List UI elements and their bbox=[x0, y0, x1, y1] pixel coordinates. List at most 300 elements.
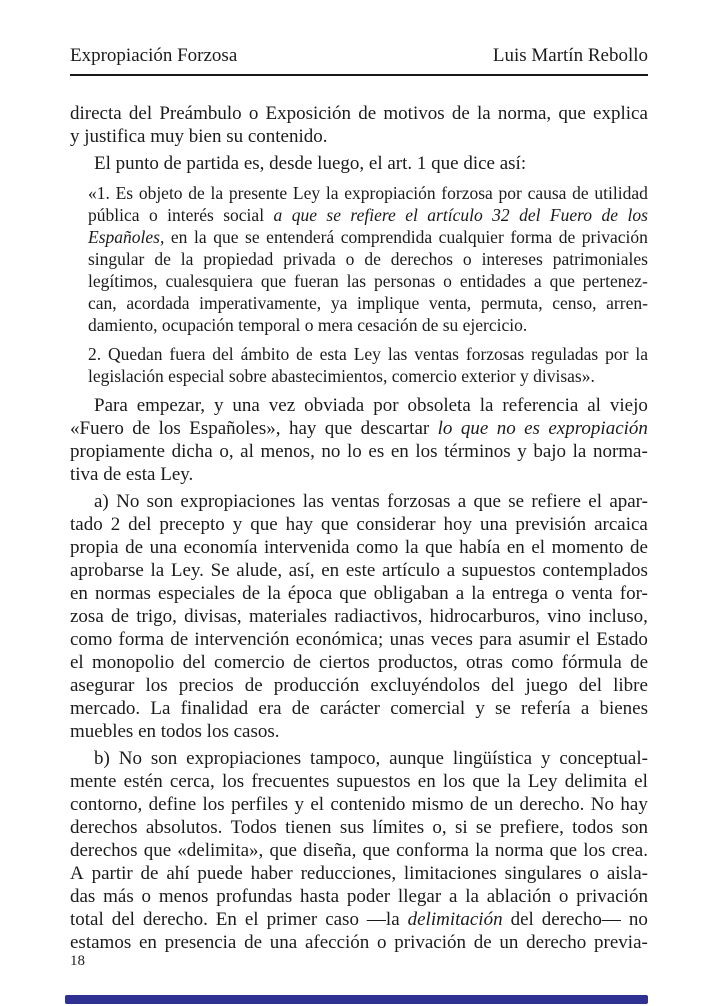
word: libre bbox=[613, 675, 648, 696]
word: Españoles, bbox=[88, 227, 165, 247]
text-line bbox=[70, 417, 648, 440]
word: que bbox=[291, 205, 317, 225]
word: entidades bbox=[459, 271, 526, 291]
text-line bbox=[70, 720, 648, 743]
text-run: tiva de esta Ley. bbox=[70, 464, 194, 485]
paragraph bbox=[70, 394, 648, 486]
word: obligaban bbox=[373, 583, 449, 604]
word: derecho— bbox=[541, 909, 621, 930]
word: fueran bbox=[294, 271, 339, 291]
word: implique bbox=[357, 293, 420, 313]
word: lingüística bbox=[452, 748, 533, 769]
word: precios bbox=[178, 675, 234, 696]
word: tienen bbox=[285, 817, 332, 838]
text-line bbox=[88, 270, 648, 292]
paragraph bbox=[70, 102, 648, 148]
word: de bbox=[154, 249, 171, 269]
word: de bbox=[125, 537, 144, 558]
word: y bbox=[213, 395, 224, 416]
word: una bbox=[232, 395, 260, 416]
word: economía bbox=[183, 537, 258, 558]
word: comprendida bbox=[340, 227, 433, 247]
word: que bbox=[250, 514, 278, 535]
word: de bbox=[291, 698, 310, 719]
word: total bbox=[70, 909, 104, 930]
word: menos bbox=[158, 886, 209, 907]
word: límites bbox=[372, 817, 425, 838]
word: a bbox=[448, 886, 458, 907]
word: radiactivos, bbox=[334, 606, 423, 627]
word: No bbox=[118, 748, 142, 769]
word: fuera bbox=[169, 344, 206, 364]
word: cualesquiera bbox=[165, 271, 253, 291]
word: privación bbox=[576, 886, 648, 907]
word: de bbox=[292, 652, 311, 673]
word: o bbox=[558, 886, 569, 907]
word: privada bbox=[283, 249, 336, 269]
word: bajo bbox=[533, 441, 567, 462]
word: monopolio bbox=[91, 652, 175, 673]
word: divisas, bbox=[184, 606, 242, 627]
word: de bbox=[188, 183, 205, 203]
word: los bbox=[415, 441, 438, 462]
word: normas bbox=[95, 583, 151, 604]
word: más bbox=[103, 886, 134, 907]
word: considerar bbox=[356, 514, 436, 535]
word: los bbox=[202, 794, 225, 815]
text-line bbox=[88, 365, 648, 387]
word: de bbox=[296, 344, 313, 364]
text-line bbox=[70, 747, 648, 770]
word: por bbox=[605, 344, 629, 364]
word: previsión bbox=[515, 514, 587, 535]
word: entenderá bbox=[266, 227, 335, 247]
word: ventas bbox=[331, 491, 380, 512]
word: forma bbox=[510, 227, 553, 247]
word: lo bbox=[437, 418, 453, 439]
word: una bbox=[269, 932, 298, 953]
word: contemplados bbox=[542, 560, 648, 581]
word: delimita bbox=[564, 771, 627, 792]
word: la bbox=[479, 395, 494, 416]
page-body bbox=[70, 102, 648, 954]
word: propiamente bbox=[70, 441, 165, 462]
word: conceptual- bbox=[559, 748, 648, 769]
text-line bbox=[70, 674, 648, 697]
word: al bbox=[587, 395, 601, 416]
word: que bbox=[549, 840, 578, 861]
word: una bbox=[479, 514, 508, 535]
page-number: 18 bbox=[70, 953, 85, 969]
text-line bbox=[70, 793, 648, 816]
word: La bbox=[150, 698, 171, 719]
text-run: muebles en todos los casos. bbox=[70, 721, 280, 742]
word: Fuero bbox=[549, 205, 593, 225]
quote-paragraph bbox=[88, 182, 648, 336]
word: en bbox=[390, 441, 409, 462]
word: de bbox=[630, 652, 648, 673]
word: por bbox=[373, 395, 399, 416]
word: obsoleta bbox=[407, 395, 471, 416]
word: o bbox=[554, 583, 565, 604]
word: a) bbox=[94, 491, 109, 512]
word: cualquier bbox=[438, 227, 504, 247]
word: del bbox=[111, 909, 135, 930]
word: del bbox=[578, 675, 603, 696]
word: menos, bbox=[260, 441, 315, 462]
word: a bbox=[580, 698, 590, 719]
word: del bbox=[491, 675, 515, 696]
word: del bbox=[128, 514, 152, 535]
word: perfiles bbox=[231, 794, 289, 815]
word: o bbox=[377, 932, 387, 953]
word: se bbox=[245, 227, 260, 247]
word: ventas bbox=[414, 344, 459, 364]
text-run: El punto de partida es, desde luego, el art. 1 que dice así: bbox=[94, 153, 527, 174]
word: acordada bbox=[126, 293, 190, 313]
word: legítimos, bbox=[88, 271, 158, 291]
word: aprobarse bbox=[70, 560, 144, 581]
running-title: Expropiación Forzosa bbox=[70, 45, 238, 66]
word: momento bbox=[551, 537, 624, 558]
word: la bbox=[180, 249, 194, 269]
word: de bbox=[469, 794, 488, 815]
word: en bbox=[70, 583, 88, 604]
word: Todos bbox=[230, 817, 277, 838]
word: utilidad bbox=[594, 183, 648, 203]
word: hay bbox=[288, 418, 317, 439]
word: se bbox=[495, 698, 511, 719]
word: el bbox=[70, 652, 84, 673]
word: o, bbox=[432, 817, 447, 838]
text-run: y justifica muy bien su contenido. bbox=[70, 126, 328, 147]
word: presente bbox=[228, 183, 288, 203]
word: motivos bbox=[383, 103, 445, 124]
word: como bbox=[70, 629, 113, 650]
word: define bbox=[148, 794, 197, 815]
word: forzosas bbox=[387, 491, 451, 512]
word: mercado. bbox=[70, 698, 141, 719]
word: can, bbox=[88, 293, 117, 313]
word: entrega bbox=[492, 583, 548, 604]
word: Ley bbox=[527, 771, 558, 792]
word: expropiaciones bbox=[180, 491, 296, 512]
word: especiales bbox=[158, 583, 236, 604]
word: la bbox=[476, 103, 491, 124]
word: referencia bbox=[502, 395, 579, 416]
word: for- bbox=[619, 583, 648, 604]
word: 32 bbox=[492, 205, 510, 225]
word: del bbox=[182, 652, 206, 673]
word: Españoles», bbox=[189, 418, 281, 439]
word: comercial bbox=[390, 698, 466, 719]
word: económica; bbox=[295, 629, 384, 650]
word: 2. bbox=[88, 344, 102, 364]
word: no bbox=[628, 909, 648, 930]
word: a bbox=[273, 205, 283, 225]
word: derechos bbox=[390, 249, 453, 269]
word: las bbox=[387, 344, 408, 364]
word: son bbox=[146, 491, 174, 512]
word: y bbox=[475, 698, 485, 719]
word: las bbox=[346, 271, 367, 291]
text-line bbox=[70, 394, 648, 417]
word: pública bbox=[88, 205, 140, 225]
word: partir bbox=[91, 863, 133, 884]
word: comercio bbox=[214, 652, 285, 673]
word: Es bbox=[115, 183, 134, 203]
word: social bbox=[223, 205, 265, 225]
word: las bbox=[302, 491, 324, 512]
word: de bbox=[473, 932, 492, 953]
word: es bbox=[524, 418, 540, 439]
word: derechos bbox=[70, 840, 138, 861]
word: asumir bbox=[518, 629, 570, 650]
word: la bbox=[325, 183, 339, 203]
word: expropiaciones bbox=[186, 748, 302, 769]
word: derechos bbox=[70, 817, 138, 838]
word: ámbito bbox=[240, 344, 290, 364]
word: norma bbox=[494, 840, 544, 861]
word: de bbox=[364, 249, 381, 269]
word: Se bbox=[210, 560, 230, 581]
author-name: Luis Martín Rebollo bbox=[492, 45, 648, 66]
text-line bbox=[70, 513, 648, 536]
word: Ley. bbox=[170, 560, 204, 581]
word: al bbox=[240, 441, 254, 462]
word: supuestos bbox=[336, 771, 411, 792]
text-line bbox=[70, 490, 648, 513]
word: absolutos. bbox=[145, 817, 223, 838]
word: primer bbox=[266, 909, 318, 930]
word: un bbox=[499, 932, 519, 953]
word: otras bbox=[466, 652, 503, 673]
text-run: damiento, ocupación temporal o mera cesación de su ejercicio. bbox=[88, 315, 528, 335]
word: ciertos bbox=[319, 652, 370, 673]
word: artículo bbox=[427, 205, 483, 225]
word: propia bbox=[70, 537, 119, 558]
word: de bbox=[111, 606, 129, 627]
word: hoy bbox=[443, 514, 473, 535]
word: así, bbox=[288, 560, 315, 581]
word: términos bbox=[444, 441, 511, 462]
word: o bbox=[443, 271, 452, 291]
word: Exposición bbox=[265, 103, 352, 124]
word: de bbox=[242, 583, 261, 604]
word: derecho. bbox=[142, 909, 208, 930]
word: el bbox=[244, 909, 259, 930]
word: o bbox=[462, 249, 472, 269]
word: explica bbox=[593, 103, 648, 124]
word: contenido bbox=[330, 794, 406, 815]
word: forzosa bbox=[441, 183, 493, 203]
word: mismo bbox=[411, 794, 464, 815]
word: la bbox=[404, 537, 419, 558]
word: trigo, bbox=[136, 606, 177, 627]
word: la bbox=[572, 441, 587, 462]
word: singular bbox=[88, 249, 145, 269]
word: los bbox=[583, 840, 606, 861]
word: estén bbox=[123, 771, 163, 792]
word: a bbox=[457, 491, 467, 512]
word: pertenez- bbox=[582, 271, 648, 291]
text-line bbox=[88, 248, 648, 270]
word: o bbox=[589, 863, 599, 884]
word: presencia bbox=[164, 932, 237, 953]
word: derecho bbox=[526, 932, 587, 953]
word: sus bbox=[339, 817, 365, 838]
word: hay bbox=[285, 514, 314, 535]
word: 2 bbox=[110, 514, 121, 535]
word: supuestos bbox=[461, 560, 536, 581]
word: todos bbox=[572, 817, 614, 838]
word: que bbox=[339, 583, 367, 604]
text-line bbox=[70, 651, 648, 674]
quote-paragraph bbox=[88, 343, 648, 387]
word: permuta, bbox=[480, 293, 543, 313]
word: la bbox=[150, 560, 165, 581]
word: a bbox=[533, 271, 542, 291]
word: personas bbox=[374, 271, 436, 291]
word: de bbox=[170, 629, 189, 650]
word: era bbox=[258, 698, 282, 719]
text-line bbox=[70, 839, 648, 862]
word: expropiación bbox=[344, 183, 436, 203]
text-line bbox=[70, 463, 648, 486]
word: —la bbox=[366, 909, 400, 930]
word: aunque bbox=[389, 748, 444, 769]
word: un bbox=[494, 794, 514, 815]
paragraph bbox=[70, 490, 648, 743]
text-line bbox=[70, 697, 648, 720]
word: cerca, bbox=[169, 771, 215, 792]
word: Preámbulo bbox=[159, 103, 242, 124]
word: que bbox=[269, 840, 297, 861]
word: que bbox=[425, 537, 453, 558]
word: obviada bbox=[304, 395, 365, 416]
word: materiales bbox=[248, 606, 328, 627]
word: que bbox=[460, 418, 489, 439]
word: excluyéndolos bbox=[370, 675, 481, 696]
text-line bbox=[70, 885, 648, 908]
word: como bbox=[356, 537, 399, 558]
word: apar- bbox=[609, 491, 648, 512]
page-header bbox=[70, 45, 648, 76]
text-line bbox=[88, 343, 648, 365]
word: se bbox=[475, 817, 492, 838]
word: y bbox=[232, 514, 243, 535]
text-line bbox=[70, 152, 648, 175]
word: finalidad bbox=[180, 698, 249, 719]
word: hasta bbox=[300, 886, 340, 907]
text-line bbox=[88, 292, 648, 314]
word: privación bbox=[581, 227, 648, 247]
word: los bbox=[145, 675, 168, 696]
paragraph bbox=[70, 152, 648, 175]
word: alude, bbox=[236, 560, 283, 581]
word: que bbox=[473, 491, 501, 512]
text-line bbox=[88, 182, 648, 204]
text-line bbox=[70, 102, 648, 125]
word: los bbox=[442, 771, 466, 792]
word: norma, bbox=[497, 103, 552, 124]
word: empezar, bbox=[136, 395, 206, 416]
word: «delimita», bbox=[177, 840, 264, 861]
word: afección bbox=[304, 932, 370, 953]
word: el bbox=[405, 205, 418, 225]
word: «1. bbox=[88, 183, 110, 203]
word: crea. bbox=[611, 840, 648, 861]
text-line bbox=[70, 440, 648, 463]
word: expropiación bbox=[548, 418, 648, 439]
word: viejo bbox=[609, 395, 648, 416]
word: o bbox=[345, 249, 355, 269]
word: arren- bbox=[606, 293, 648, 313]
word: la bbox=[267, 583, 281, 604]
word: refiere bbox=[531, 491, 581, 512]
word: el bbox=[588, 491, 602, 512]
word: censo, bbox=[552, 293, 597, 313]
word: limitaciones bbox=[403, 863, 497, 884]
word: reducciones, bbox=[300, 863, 397, 884]
text-line bbox=[70, 582, 648, 605]
word: causa bbox=[527, 183, 567, 203]
word: interés bbox=[167, 205, 214, 225]
word: poder bbox=[346, 886, 391, 907]
word: la bbox=[475, 840, 489, 861]
word: mente bbox=[70, 771, 117, 792]
word: Estado bbox=[596, 629, 648, 650]
word: privación bbox=[394, 932, 467, 953]
word: b) bbox=[94, 748, 110, 769]
word: derecho. bbox=[519, 794, 585, 815]
word: Quedan bbox=[108, 344, 163, 364]
text-line bbox=[88, 204, 648, 226]
word: son bbox=[150, 748, 178, 769]
word: vez bbox=[268, 395, 296, 416]
word: artículo bbox=[382, 560, 441, 581]
word: la bbox=[193, 227, 207, 247]
word: contorno, bbox=[70, 794, 143, 815]
word: y bbox=[540, 748, 551, 769]
word: Ley bbox=[353, 344, 381, 364]
word: en bbox=[321, 560, 340, 581]
word: que bbox=[362, 840, 390, 861]
word: asegurar bbox=[70, 675, 135, 696]
word: y bbox=[294, 794, 304, 815]
word: lo bbox=[347, 441, 362, 462]
word: A bbox=[70, 863, 84, 884]
word: el bbox=[576, 629, 590, 650]
word: del bbox=[510, 909, 534, 930]
word: venta, bbox=[428, 293, 472, 313]
text-line bbox=[70, 125, 648, 148]
word: prefiere, bbox=[500, 817, 564, 838]
word: carácter bbox=[319, 698, 380, 719]
word: se bbox=[326, 205, 341, 225]
word: a bbox=[455, 583, 465, 604]
word: este bbox=[345, 560, 376, 581]
text-line bbox=[88, 226, 648, 248]
word: época bbox=[287, 583, 333, 604]
word: o bbox=[141, 886, 152, 907]
text-line bbox=[70, 605, 648, 628]
word: intervención bbox=[194, 629, 290, 650]
word: venta bbox=[571, 583, 613, 604]
word: el bbox=[531, 537, 546, 558]
word: dicha bbox=[171, 441, 213, 462]
word: que bbox=[472, 771, 500, 792]
